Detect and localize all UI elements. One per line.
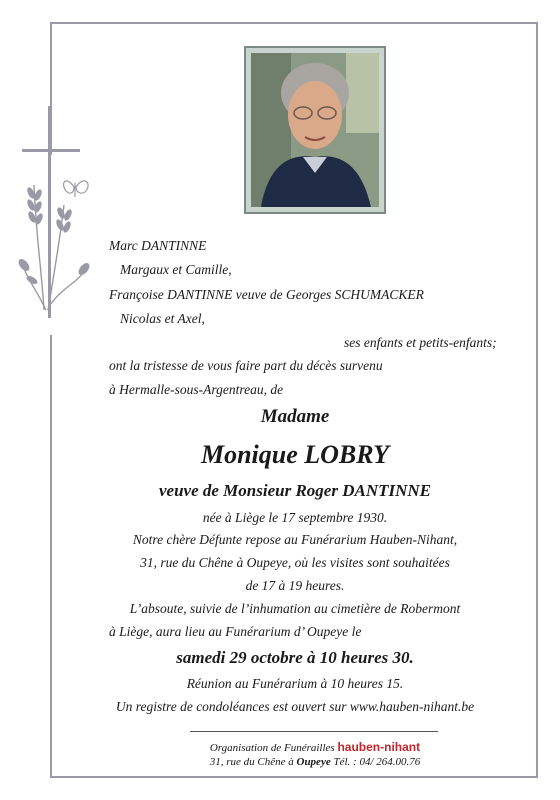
deceased-name: Monique LOBRY	[200, 440, 390, 469]
details-line-4: L’absoute, suivie de l’inhumation au cimetière de Robermont	[129, 601, 461, 616]
footer-address-town: Oupeye	[296, 756, 331, 768]
footer-divider	[190, 731, 438, 732]
cross-bar	[22, 149, 80, 152]
footer-address-post: Tél. : 04/ 264.00.76	[333, 756, 421, 768]
deceased-widow-of: veuve de Monsieur Roger DANTINNE	[159, 481, 431, 500]
details-line-2: 31, rue du Chêne à Oupeye, où les visites sont souhaitées	[140, 555, 450, 570]
family-line-4: Nicolas et Axel,	[120, 311, 205, 326]
portrait-photo	[251, 53, 379, 207]
portrait-photo-frame	[244, 46, 386, 214]
footer-organisation	[190, 740, 440, 754]
floral-butterfly-icon	[14, 165, 104, 315]
family-line-5: ses enfants et petits-enfants;	[344, 335, 497, 350]
details-line-3: de 17 à 19 heures.	[245, 578, 345, 593]
announcement-line-2: à Hermalle-sous-Argentreau, de	[109, 382, 284, 397]
brand-name: hauben-nihant	[337, 740, 421, 754]
footer-org-label: Organisation de Funérailles	[209, 742, 335, 754]
details-line-1: Notre chère Défunte repose au Funérarium Hauben-Nihant,	[132, 532, 458, 547]
family-line-2: Margaux et Camille,	[120, 262, 232, 277]
footer-address	[190, 756, 440, 768]
deceased-born: née à Liège le 17 septembre 1930.	[202, 510, 388, 525]
deceased-title: Madame	[260, 406, 330, 427]
details-line-7: Un registre de condoléances est ouvert sur www.hauben-nihant.be	[115, 699, 475, 714]
family-line-1: Marc DANTINNE	[109, 238, 207, 253]
ceremony-date: samedi 29 octobre à 10 heures 30.	[176, 648, 414, 667]
details-line-6: Réunion au Funérarium à 10 heures 15.	[186, 676, 404, 691]
family-line-3: Françoise DANTINNE veuve de Georges SCHUMACKER	[109, 287, 424, 302]
details-line-5: à Liège, aura lieu au Funérarium d’ Oupeye le	[109, 624, 362, 639]
footer-address-pre: 31, rue du Chêne à	[209, 756, 294, 768]
announcement-line-1: ont la tristesse de vous faire part du décès survenu	[109, 358, 383, 373]
